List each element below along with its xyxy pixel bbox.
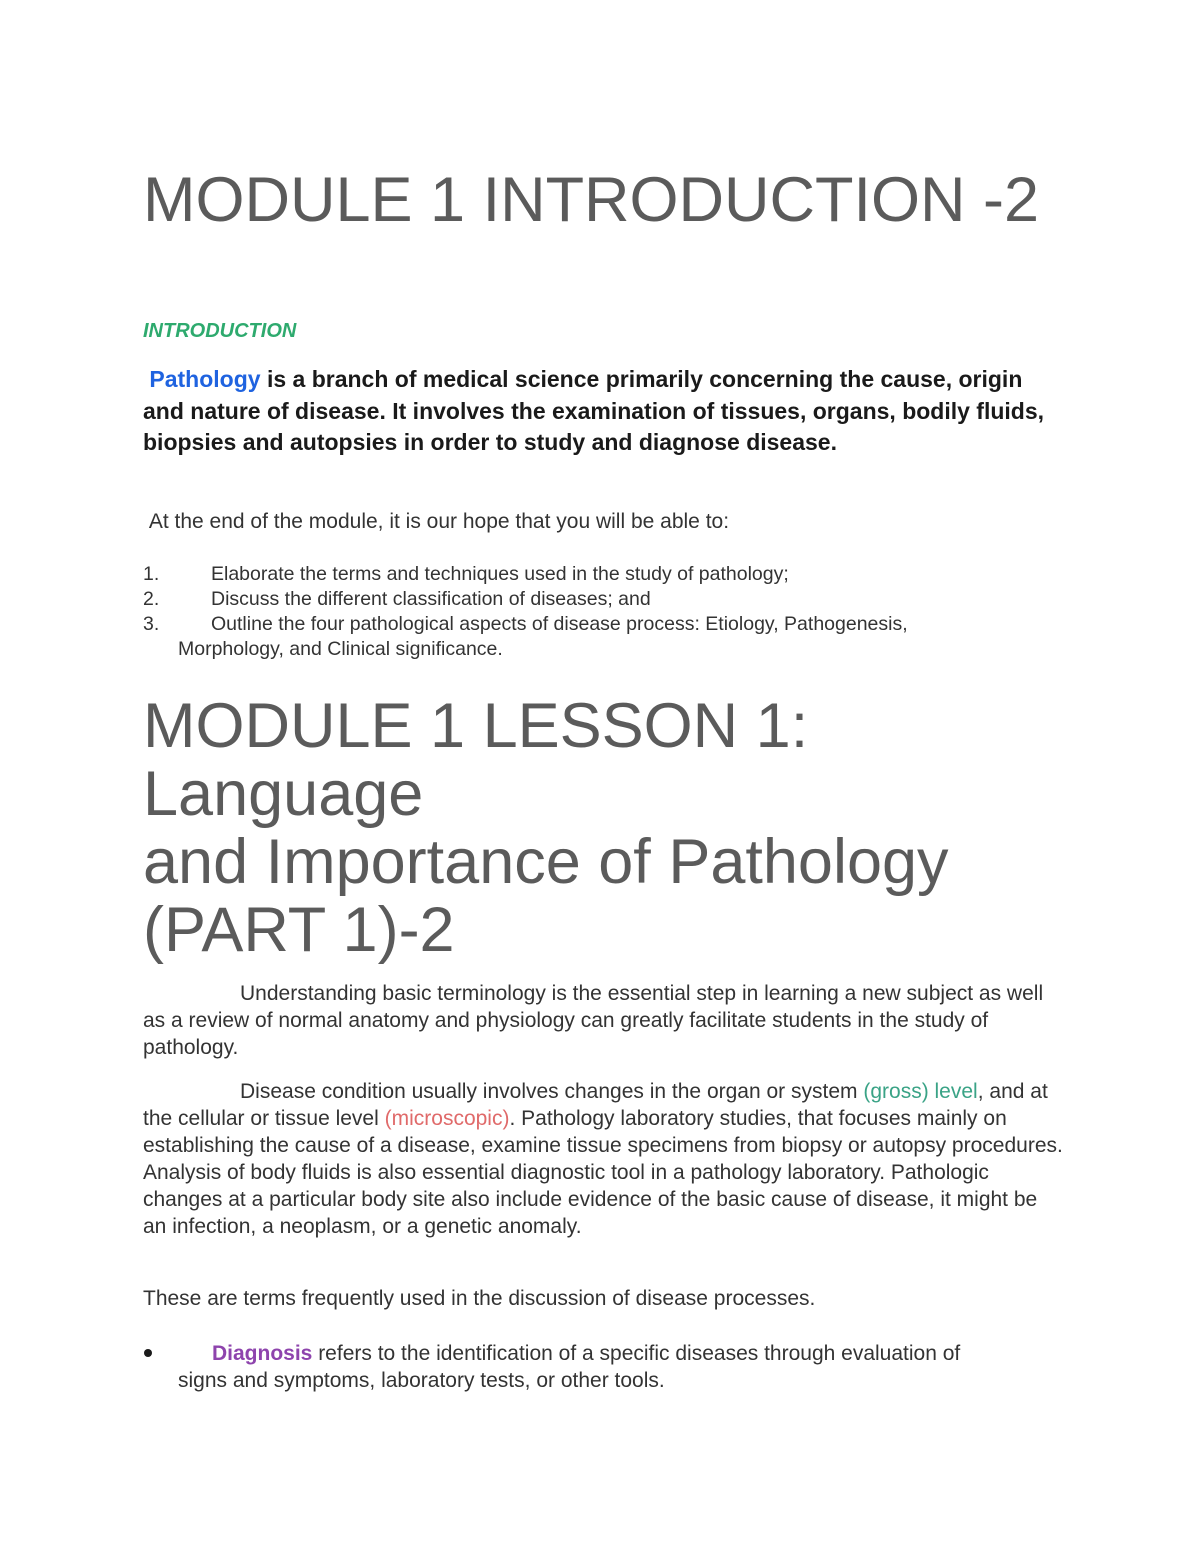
lesson-title: MODULE 1 LESSON 1: Language and Importance of Pathology (PART 1)-2 xyxy=(143,691,949,965)
bullet-icon xyxy=(144,1349,152,1357)
intro-paragraph xyxy=(143,364,1063,459)
diagnosis-term: Diagnosis xyxy=(212,1342,313,1365)
objective-text: Outline the four pathological aspects of disease process: Etiology, Pathogenesis, xyxy=(211,613,908,635)
objective-item xyxy=(143,562,1043,587)
paragraph-terminology: Understanding basic terminology is the essential step in learning a new subject as well as a review of normal anatomy and physiology can greatly facilitate students in the study of pathology. xyxy=(143,982,1044,1059)
bullet-item-diagnosis: Diagnosis refers to the identification of a specific diseases through evaluation of xyxy=(212,1342,961,1365)
objective-item xyxy=(143,587,1043,612)
intro-text: is a branch of medical science primarily concerning the cause, origin and nature of disease. It involves the examination of tissues, organs, bodily fluids, biopsies and autopsies in order to study and diagnose disease. xyxy=(143,366,1045,455)
objective-number: 1. xyxy=(143,563,160,585)
microscopic-term: (microscopic) xyxy=(384,1107,510,1130)
section-label: INTRODUCTION xyxy=(143,320,297,342)
objective-number: 2. xyxy=(143,588,160,610)
paragraph-disease-condition: Disease condition usually involves changes in the organ or system (gross) level, and at the cellular or tissue level (microscopic). Pathology laboratory studies, that focuses mainly on establishing the cause of a disease, examine tissue specimens from biopsy or autopsy procedures. Analysis of body fluids is also essential diagnostic tool in a pathology laboratory. Pathologic changes at a particular body site also include evidence of the basic cause of disease, it might be an infection, a neoplasm, or a genetic anomaly. xyxy=(143,1080,1063,1238)
objective-continuation: Morphology, and Clinical significance. xyxy=(178,638,503,660)
objective-item xyxy=(143,612,1043,637)
terms-lead: These are terms frequently used in the discussion of disease processes. xyxy=(143,1287,816,1310)
pathology-term: Pathology xyxy=(149,366,261,392)
objective-number: 3. xyxy=(143,613,160,635)
objective-text: Discuss the different classification of diseases; and xyxy=(211,588,651,610)
objective-text: Elaborate the terms and techniques used in the study of pathology; xyxy=(211,563,789,585)
gross-level-term: (gross) level xyxy=(863,1080,978,1103)
objectives-lead: At the end of the module, it is our hope that you will be able to: xyxy=(148,510,730,533)
module-title: MODULE 1 INTRODUCTION -2 xyxy=(143,165,1040,235)
bullet-continuation: signs and symptoms, laboratory tests, or other tools. xyxy=(178,1369,665,1392)
